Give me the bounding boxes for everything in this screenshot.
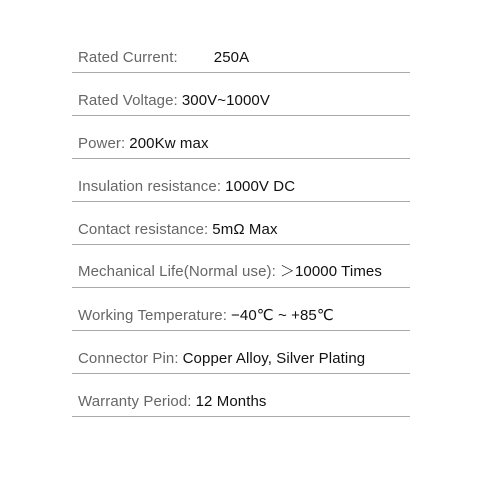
- spec-value: −40℃ ~ +85℃: [231, 307, 334, 324]
- spec-label: Power:: [78, 135, 126, 152]
- spec-text: [78, 178, 295, 195]
- spec-value: 5mΩ Max: [212, 221, 278, 238]
- spec-text: [78, 260, 382, 281]
- spec-label: Working Temperature:: [78, 307, 228, 324]
- spec-label: Warranty Period:: [78, 393, 192, 410]
- spec-row-working-temperature: [72, 288, 410, 331]
- spec-text: [78, 306, 334, 324]
- spec-row-rated-voltage: [72, 73, 410, 116]
- spec-row-rated-current: [72, 30, 410, 73]
- spec-value: ＞10000 Times: [279, 263, 382, 280]
- spec-text: [78, 135, 209, 152]
- spec-label: Rated Current:: [78, 49, 178, 66]
- spec-text: [78, 49, 249, 66]
- spec-row-contact-resistance: [72, 202, 410, 245]
- spec-label: Rated Voltage:: [78, 92, 178, 109]
- spec-label: Contact resistance:: [78, 221, 209, 238]
- spec-row-mechanical-life: [72, 245, 410, 288]
- spec-row-warranty-period: [72, 374, 410, 417]
- spec-value: 200Kw max: [129, 135, 209, 152]
- spec-text: [78, 221, 278, 238]
- spec-row-insulation-resistance: [72, 159, 410, 202]
- spec-value: 12 Months: [195, 393, 267, 410]
- spec-label: Mechanical Life(Normal use):: [78, 263, 276, 280]
- spec-value: 1000V DC: [225, 178, 296, 195]
- spec-label: Insulation resistance:: [78, 178, 222, 195]
- spec-label: Connector Pin:: [78, 350, 179, 367]
- spec-row-connector-pin: [72, 331, 410, 374]
- spec-value: 250A: [213, 49, 250, 66]
- spec-row-power: [72, 116, 410, 159]
- spec-value: Copper Alloy, Silver Plating: [182, 350, 366, 367]
- spec-text: [78, 92, 270, 109]
- spec-value: 300V~1000V: [181, 92, 270, 109]
- spec-text: [78, 350, 365, 367]
- spec-text: [78, 393, 267, 410]
